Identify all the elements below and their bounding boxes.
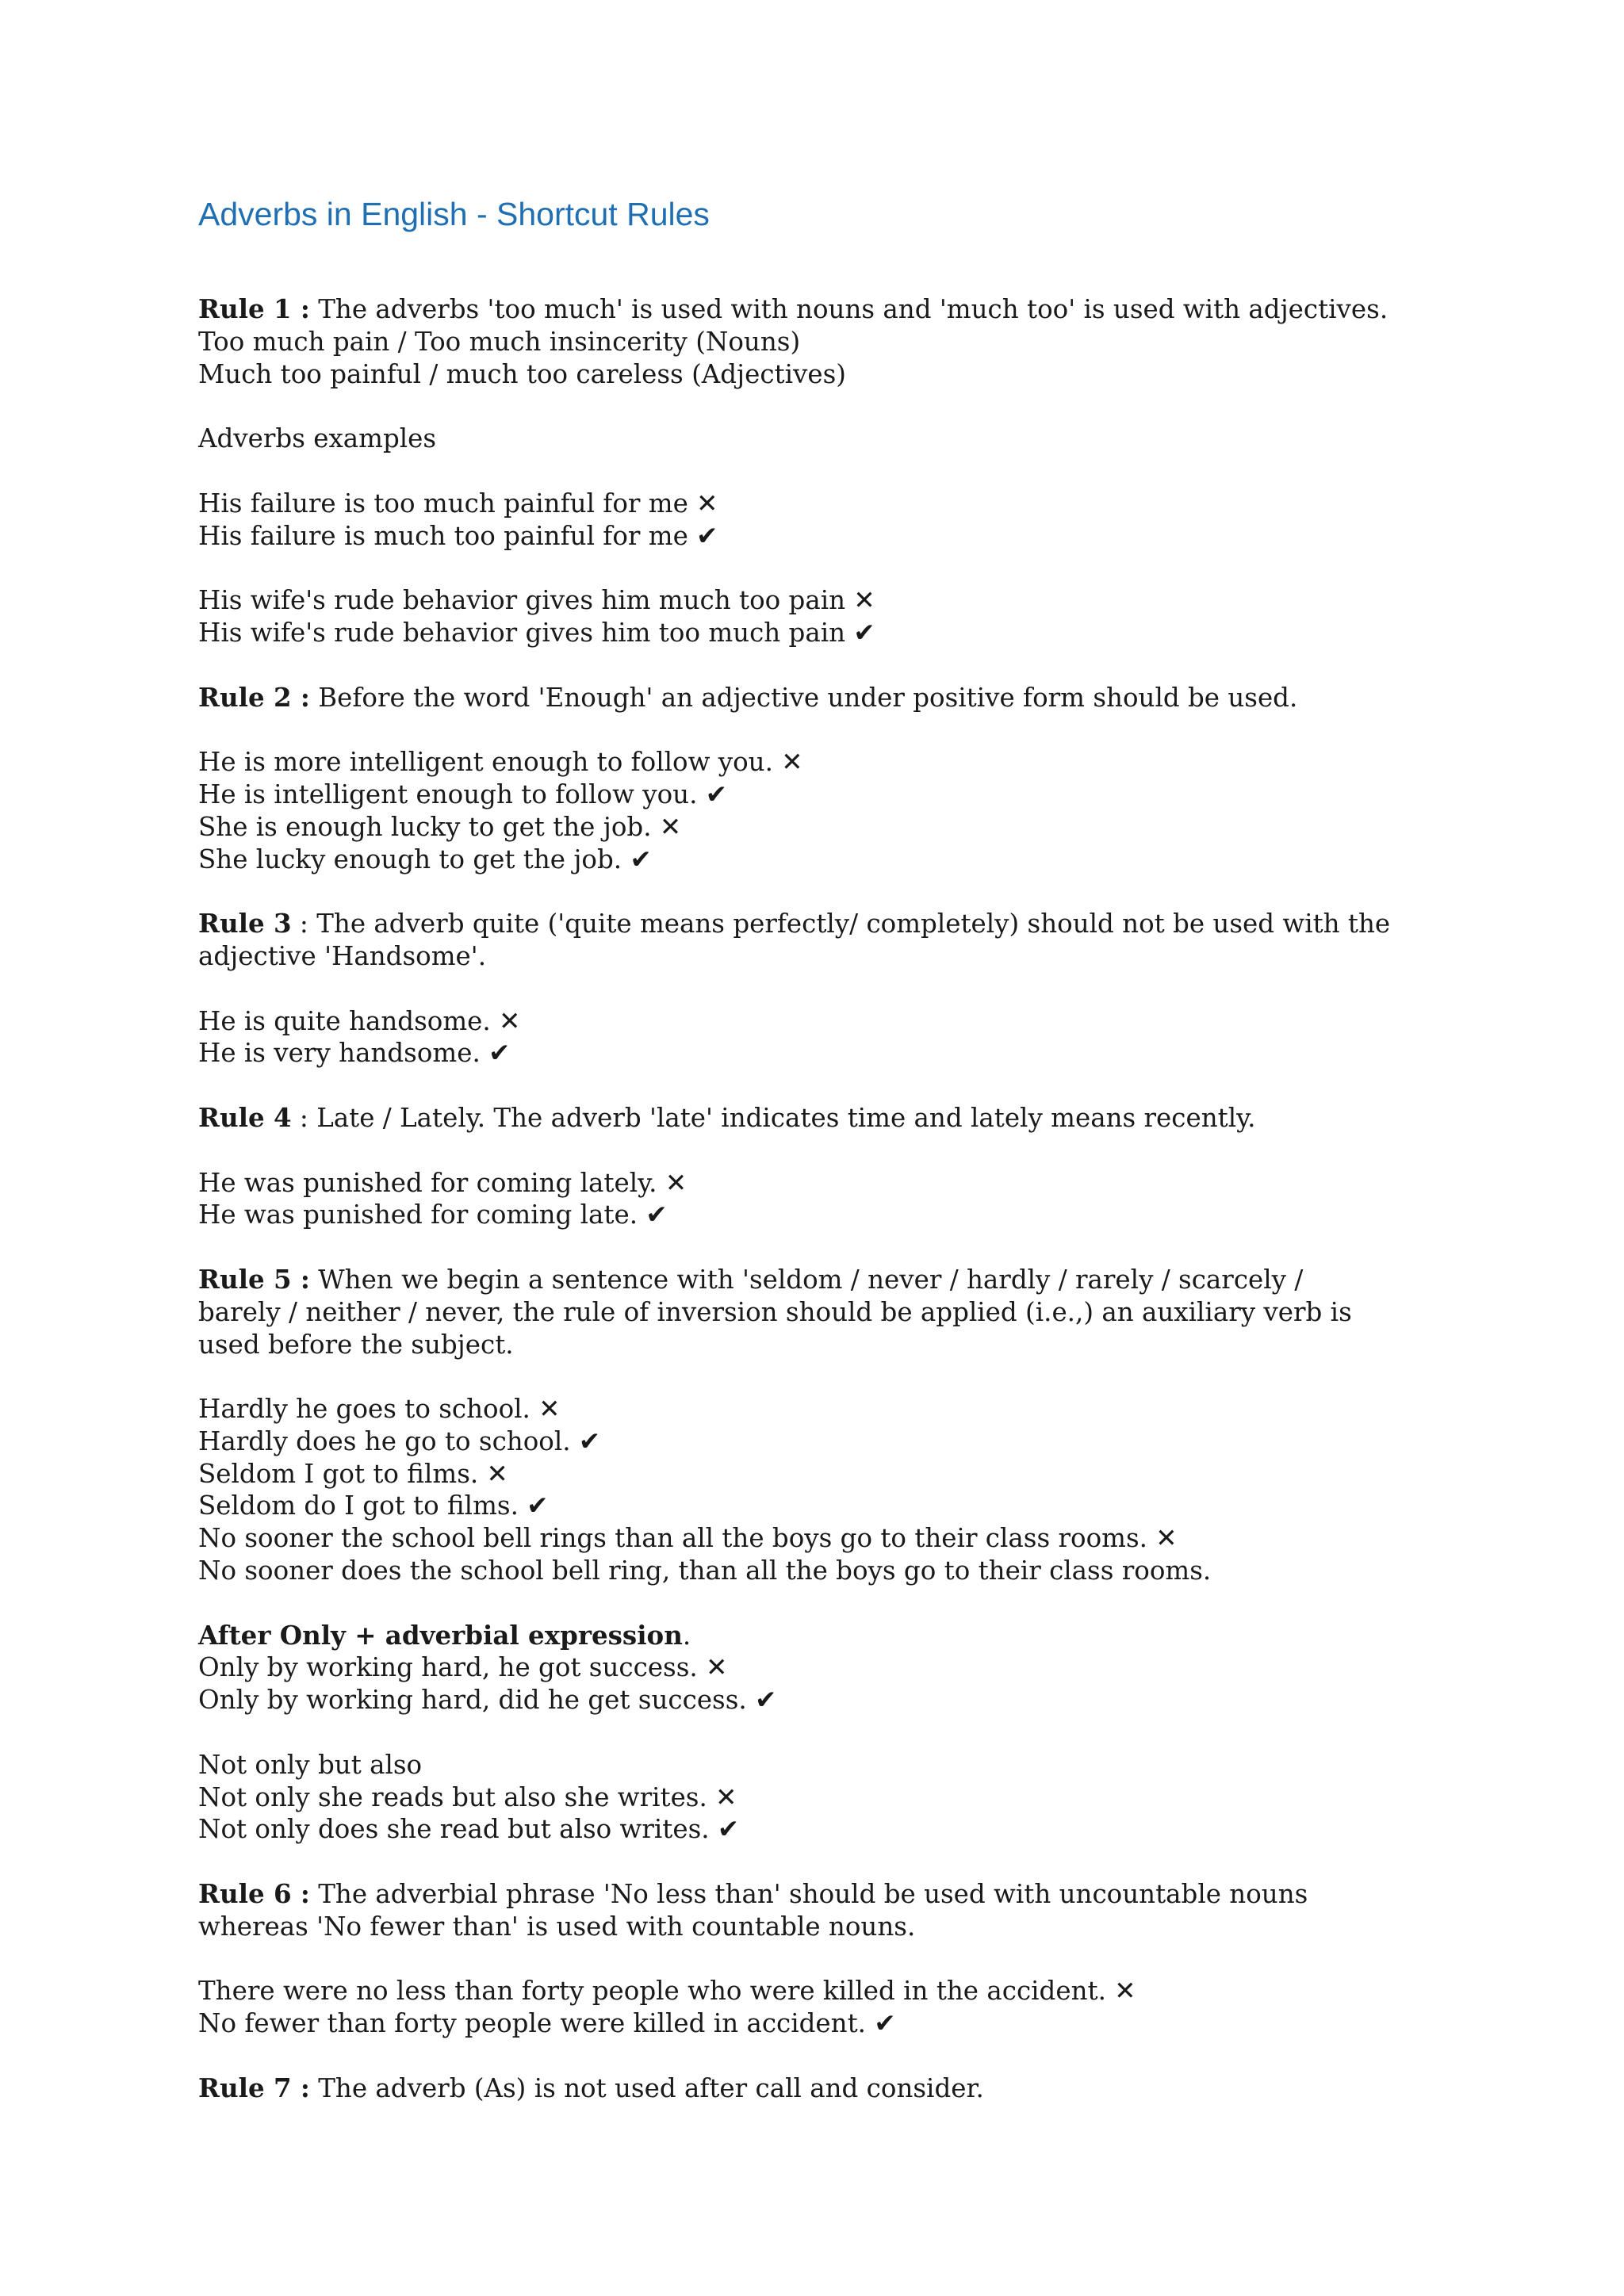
text-line [198, 1911, 1435, 1943]
line-text: The adverbs 'too much' is used with nouns and 'much too' is used with adjectives. [309, 294, 1388, 324]
rule-label: Rule 3 [198, 908, 292, 939]
text-line [198, 1296, 1435, 1329]
line-text: . [682, 1620, 691, 1651]
check-mark-icon: ✔ [480, 1038, 511, 1069]
line-text: The adverb (As) is not used after call and consider. [309, 2072, 984, 2103]
line-text: used before the subject. [198, 1329, 514, 1360]
line-text: barely / neither / never, the rule of inversion should be applied (i.e.,) an auxiliary verb is [198, 1296, 1352, 1327]
line-text: His failure is much too painful for me [198, 520, 688, 551]
text-line [198, 1037, 1435, 1070]
cross-mark-icon: ✕ [651, 811, 682, 842]
line-text: : The adverb quite ('quite means perfectly/ completely) should not be used with the [291, 909, 1391, 939]
rule-heading-line [198, 1264, 1435, 1296]
line-text: His wife's rude behavior gives him too much pain [198, 617, 846, 648]
cross-mark-icon: ✕ [688, 488, 718, 519]
text-line [198, 326, 1435, 358]
line-text: adjective 'Handsome'. [198, 940, 487, 971]
rule-heading-line [198, 1102, 1435, 1135]
paragraph-gap [198, 1587, 1435, 1620]
check-mark-icon: ✔ [866, 2008, 896, 2039]
text-line [198, 617, 1435, 649]
text-line [198, 1781, 1435, 1814]
rule-label: After Only + adverbial expression [198, 1619, 683, 1651]
text-line [198, 1458, 1435, 1490]
paragraph-gap [198, 390, 1435, 423]
text-line [198, 520, 1435, 553]
paragraph-gap [198, 649, 1435, 682]
text-line [198, 1199, 1435, 1231]
line-text: She is enough lucky to get the job. [198, 811, 652, 842]
rule-heading-line [198, 293, 1435, 326]
check-mark-icon: ✔ [638, 1200, 668, 1230]
text-line [198, 1490, 1435, 1522]
paragraph-gap [198, 875, 1435, 908]
rule-heading-line [198, 1620, 1435, 1652]
text-line [198, 940, 1435, 973]
line-text: His wife's rude behavior gives him much too pain [198, 585, 846, 616]
rule-label: Rule 7 : [198, 2072, 310, 2103]
check-mark-icon: ✔ [518, 1490, 549, 1521]
text-line [198, 1393, 1435, 1425]
text-line [198, 746, 1435, 779]
text-line [198, 779, 1435, 811]
line-text: Seldom I got to films. [198, 1458, 479, 1489]
paragraph-gap [198, 1360, 1435, 1393]
check-mark-icon: ✔ [746, 1685, 777, 1716]
document-body [198, 293, 1435, 2105]
line-text: He is intelligent enough to follow you. [198, 779, 698, 809]
line-text: No fewer than forty people were killed in accident. [198, 2008, 866, 2039]
paragraph-gap [198, 1135, 1435, 1167]
check-mark-icon: ✔ [845, 617, 875, 648]
page-title: Adverbs in English - Shortcut Rules [198, 196, 710, 232]
rule-heading-line [198, 1878, 1435, 1911]
text-line [198, 423, 1435, 455]
paragraph-gap [198, 552, 1435, 584]
line-text: He was punished for coming lately. [198, 1167, 657, 1198]
text-line [198, 2007, 1435, 2040]
line-text: No sooner does the school bell ring, than all the boys go to their class rooms. [198, 1556, 1212, 1586]
line-text: The adverbial phrase 'No less than' should be used with uncountable nouns [309, 1879, 1308, 1910]
line-text: Not only does she read but also writes. [198, 1814, 710, 1845]
line-text: He is very handsome. [198, 1038, 481, 1069]
rule-label: Rule 4 [198, 1101, 292, 1133]
paragraph-gap [198, 714, 1435, 746]
rule-label: Rule 2 : [198, 681, 310, 713]
text-line [198, 1975, 1435, 2007]
check-mark-icon: ✔ [688, 520, 718, 551]
line-text: Too much pain / Too much insincerity (Nouns) [198, 326, 801, 357]
text-line [198, 811, 1435, 844]
cross-mark-icon: ✕ [772, 747, 803, 778]
text-line [198, 488, 1435, 520]
line-text: Only by working hard, he got success. [198, 1652, 698, 1683]
line-text: She lucky enough to get the job. [198, 844, 622, 874]
paragraph-gap [198, 2040, 1435, 2072]
cross-mark-icon: ✕ [490, 1005, 521, 1036]
line-text: Not only but also [198, 1749, 423, 1780]
line-text: His failure is too much painful for me [198, 488, 688, 519]
line-text: He was punished for coming late. [198, 1200, 638, 1230]
text-line [198, 1749, 1435, 1781]
text-line [198, 1522, 1435, 1555]
paragraph-gap [198, 1716, 1435, 1749]
line-text: : Late / Lately. The adverb 'late' indicates time and lately means recently. [291, 1102, 1256, 1133]
line-text: Hardly he goes to school. [198, 1394, 530, 1425]
text-line [198, 1005, 1435, 1038]
cross-mark-icon: ✕ [1147, 1523, 1178, 1554]
text-line [198, 1329, 1435, 1361]
line-text: Hardly does he go to school. [198, 1425, 571, 1456]
paragraph-gap [198, 1943, 1435, 1976]
text-line [198, 1167, 1435, 1200]
rule-heading-line [198, 2072, 1435, 2105]
paragraph-gap [198, 455, 1435, 488]
line-text: Much too painful / much too careless (Adjectives) [198, 358, 846, 389]
rule-heading-line [198, 682, 1435, 714]
line-text: Not only she reads but also she writes. [198, 1781, 707, 1812]
cross-mark-icon: ✕ [530, 1394, 561, 1425]
paragraph-gap [198, 973, 1435, 1005]
text-line [198, 1651, 1435, 1684]
text-line [198, 358, 1435, 391]
cross-mark-icon: ✕ [657, 1167, 688, 1198]
check-mark-icon: ✔ [697, 779, 728, 809]
paragraph-gap [198, 1231, 1435, 1264]
cross-mark-icon: ✕ [697, 1652, 728, 1683]
rule-label: Rule 1 : [198, 293, 310, 324]
cross-mark-icon: ✕ [478, 1458, 508, 1489]
line-text: There were no less than forty people who were killed in the accident. [198, 1976, 1106, 2007]
text-line [198, 1813, 1435, 1846]
rule-heading-line [198, 908, 1435, 940]
line-text: whereas 'No fewer than' is used with countable nouns. [198, 1911, 916, 1942]
cross-mark-icon: ✕ [1105, 1976, 1136, 2007]
check-mark-icon: ✔ [570, 1425, 601, 1456]
rule-label: Rule 5 : [198, 1263, 310, 1295]
line-text: When we begin a sentence with 'seldom / never / hardly / rarely / scarcely / [309, 1264, 1304, 1295]
text-line [198, 1555, 1435, 1587]
check-mark-icon: ✔ [622, 844, 652, 874]
line-text: Seldom do I got to films. [198, 1490, 519, 1521]
cross-mark-icon: ✕ [707, 1781, 737, 1812]
text-line [198, 844, 1435, 876]
text-line [198, 1684, 1435, 1716]
line-text: He is more intelligent enough to follow you. [198, 747, 773, 778]
line-text: No sooner the school bell rings than all the boys go to their class rooms. [198, 1523, 1147, 1554]
line-text: He is quite handsome. [198, 1005, 491, 1036]
cross-mark-icon: ✕ [845, 585, 875, 616]
check-mark-icon: ✔ [709, 1814, 740, 1845]
line-text: Adverbs examples [198, 423, 437, 454]
rule-label: Rule 6 : [198, 1878, 310, 1910]
text-line [198, 1425, 1435, 1458]
text-line [198, 584, 1435, 617]
paragraph-gap [198, 1846, 1435, 1878]
line-text: Only by working hard, did he get success. [198, 1685, 747, 1716]
paragraph-gap [198, 1070, 1435, 1102]
line-text: Before the word 'Enough' an adjective under positive form should be used. [309, 682, 1298, 713]
